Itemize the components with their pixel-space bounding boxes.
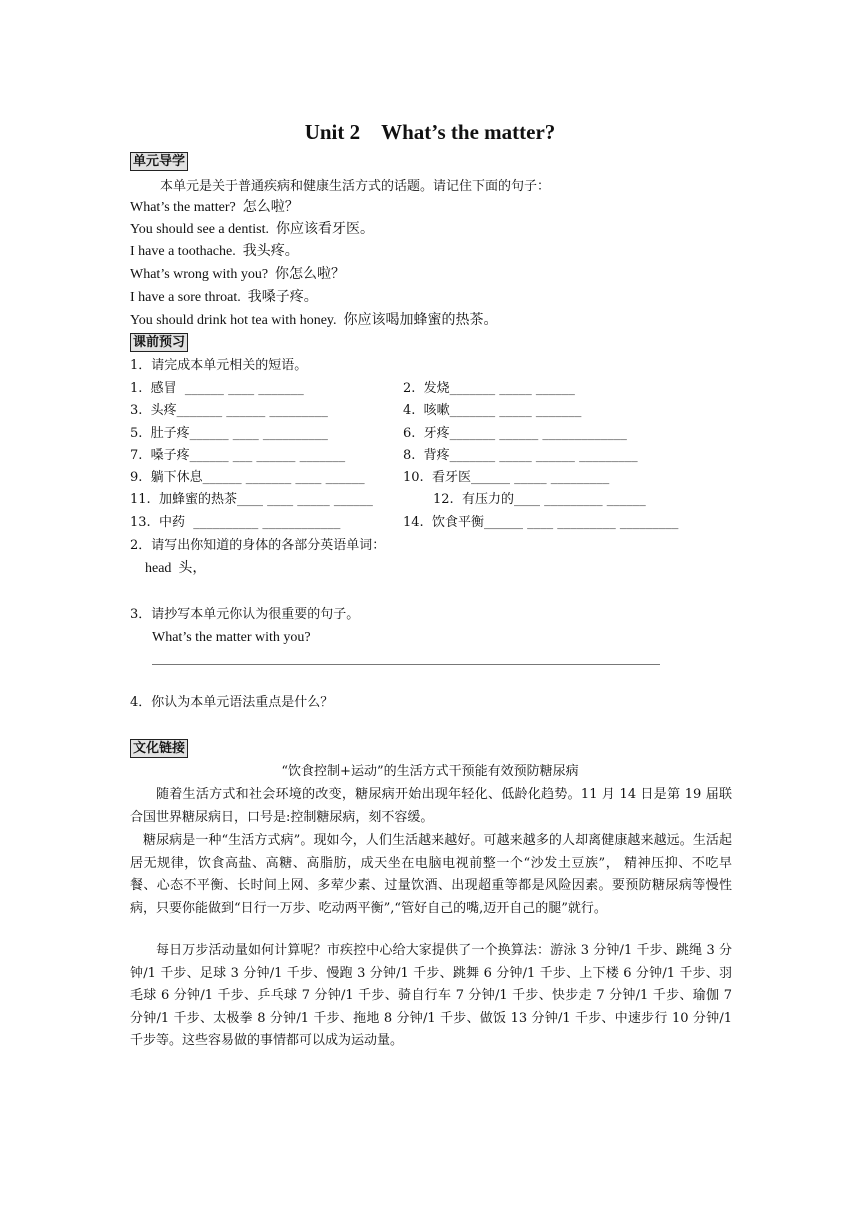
phrase-item: 9. 躺下休息______ _______ ____ ______ (130, 470, 365, 485)
phrase-item: 1. 感冒 ______ ____ _______ (130, 381, 304, 396)
section-label-culture: 文化链接 (130, 739, 188, 758)
guide-sentence: What’s the matter? 怎么啦？ (130, 200, 299, 215)
phrase-item: 7. 嗓子疼______ ___ ______ _______ (130, 448, 346, 463)
question-4: 4．你认为本单元语法重点是什么？ (130, 695, 334, 710)
guide-sentence: You should see a dentist. 你应该看牙医。 (130, 222, 374, 237)
guide-sentence: I have a sore throat. 我嗓子疼。 (130, 290, 318, 305)
answer-line (152, 664, 660, 665)
phrase-item: 8. 背疼_______ _____ ______ _________ (403, 448, 638, 463)
question-2-example: head 头， (145, 561, 207, 576)
phrase-item: 6. 牙疼_______ ______ _____________ (403, 426, 627, 441)
phrase-item: 3. 头疼_______ ______ _________ (130, 403, 328, 418)
phrase-item: 13. 中药 __________ ____________ (130, 515, 341, 530)
section-label-guide: 单元导学 (130, 152, 188, 171)
phrase-item: 11. 加蜂蜜的热茶____ ____ _____ ______ (130, 492, 373, 507)
phrase-item: 14. 饮食平衡______ ____ _________ _________ (403, 515, 679, 530)
phrase-item: 5. 肚子疼______ ____ __________ (130, 426, 328, 441)
question-1: 1．请完成本单元相关的短语。 (130, 358, 308, 373)
guide-sentence: I have a toothache. 我头疼。 (130, 244, 299, 259)
question-3: 3．请抄写本单元你认为很重要的句子。 (130, 607, 360, 622)
page-title: Unit 2 What’s the matter? (304, 120, 556, 144)
phrase-item: 12. 有压力的____ _________ ______ (433, 492, 646, 507)
guide-sentence: What’s wrong with you? 你怎么啦？ (130, 267, 346, 282)
phrase-item: 4. 咳嗽_______ _____ _______ (403, 403, 582, 418)
phrase-item: 2. 发烧_______ _____ ______ (403, 381, 575, 396)
phrase-item: 10. 看牙医______ _____ _________ (403, 470, 610, 485)
question-2: 2．请写出你知道的身体的各部分英语单词： (130, 538, 386, 553)
guide-sentence: You should drink hot tea with honey. 你应该喝加蜂蜜的热茶。 (130, 313, 498, 328)
culture-paragraph: 随着生活方式和社会环境的改变，糖尿病开始出现年轻化、低龄化趋势。11 月 14 日是第 19 届联合国世界糖尿病日，口号是:控制糖尿病，刻不容缓。 (130, 787, 732, 825)
culture-paragraph: 每日万步活动量如何计算呢？市疾控中心给大家提供了一个换算法：游泳 3 分钟/1 千步、跳绳 3 分钟/1 千步、足球 3 分钟/1 千步、慢跑 3 分钟/1 千步、跳舞 6 分钟/1 千步、上下楼 6 分钟/1 千步、羽毛球 6 分钟/1 千步、乒乓球 7 分钟/1 千步、骑自行车 7 分钟/1 千步、快步走 7 分钟/1 千步、瑜伽 7 分钟/1 千步、太极拳 8 分钟/1 千步、拖地 8 分钟/1 千步、做饭 13 分钟/1 千步、中速步行 10 分钟/1 千步等。这些容易做的事情都可以成为运动量。 (130, 943, 732, 1048)
culture-paragraph: 糖尿病是一种“生活方式病”。现如今，人们生活越来越好。可越来越多的人却离健康越来越远。生活起居无规律，饮食高盐、高糖、高脂肪，成天坐在电脑电视前整一个“沙发土豆族”， 精神压抑、不吃早餐、心态不平衡、长时间上网、多荤少素、过量饮酒、出现超重等都是风险因素。要预防糖尿病等慢性病，只要你能做到“日行一万步、吃动两平衡”,“管好自己的嘴,迈开自己的腿”就行。 (130, 833, 732, 916)
question-3-example: What’s the matter with you? (152, 630, 311, 645)
culture-heading: “饮食控制+运动”的生活方式干预能有效预防糖尿病 (281, 764, 579, 779)
guide-intro: 本单元是关于普通疾病和健康生活方式的话题。请记住下面的句子： (160, 179, 551, 194)
section-label-preview: 课前预习 (130, 333, 188, 352)
